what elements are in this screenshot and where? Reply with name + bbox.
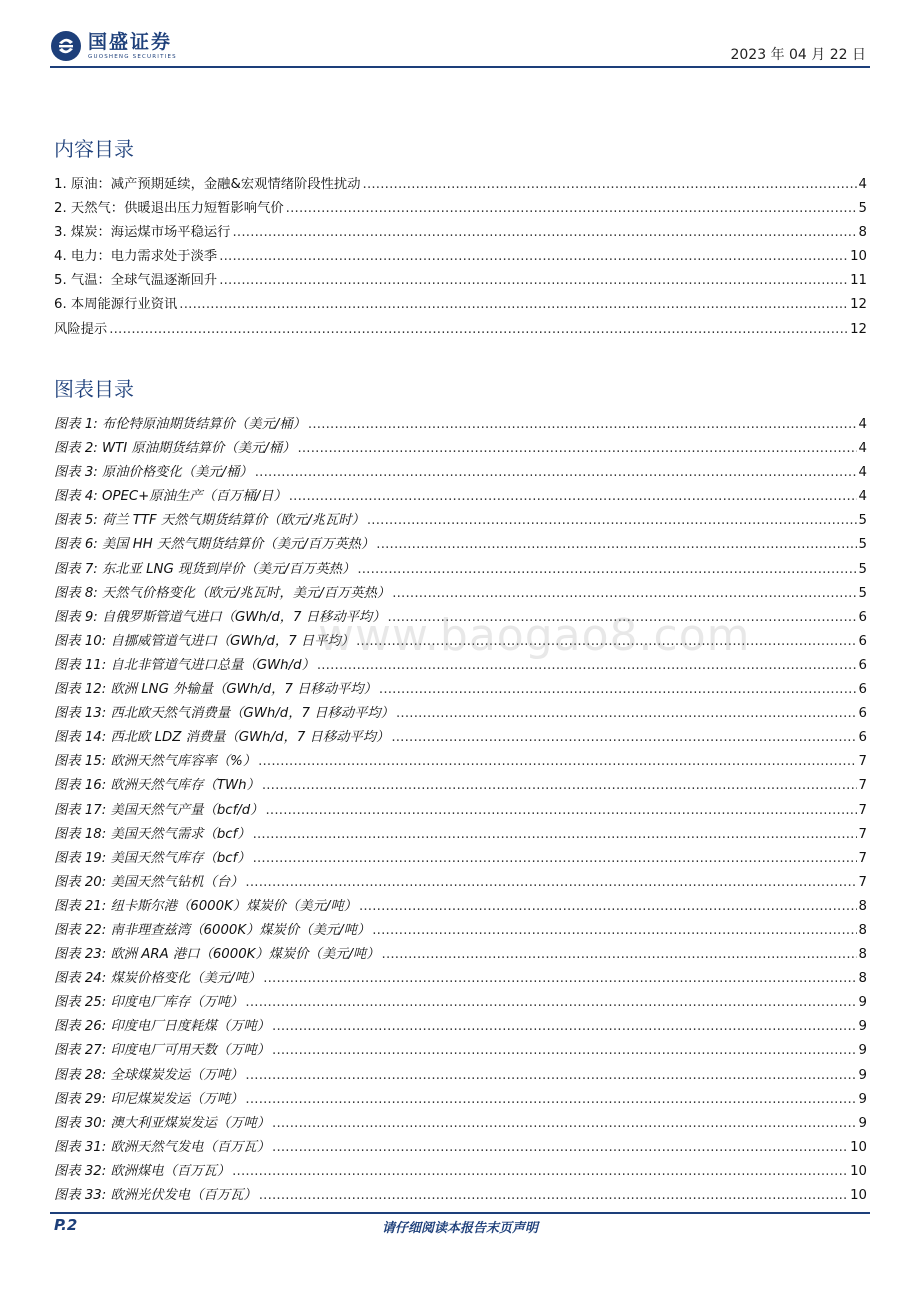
toc-entry-label[interactable]: 图表 20: 美国天然气钻机（台） xyxy=(54,874,244,890)
toc-entry[interactable] xyxy=(54,702,867,726)
toc-leader-dots xyxy=(262,778,857,793)
toc-leader-dots xyxy=(289,489,857,504)
toc-entry-page[interactable]: 7 xyxy=(858,826,867,842)
toc-leader-dots xyxy=(253,827,857,842)
toc-leader-dots xyxy=(272,1140,848,1155)
toc-entry-page[interactable]: 6 xyxy=(858,609,867,625)
toc-entry[interactable] xyxy=(54,461,867,485)
toc-leader-dots xyxy=(376,537,856,552)
toc-leader-dots xyxy=(245,995,856,1010)
toc-leader-dots xyxy=(379,682,857,697)
toc-leader-dots xyxy=(179,297,848,312)
brand-name-en: GUOSHENG SECURITIES xyxy=(88,54,177,60)
toc-entry[interactable] xyxy=(54,245,867,269)
toc-leader-dots xyxy=(388,610,857,625)
toc-entry[interactable] xyxy=(54,221,867,245)
page-header xyxy=(50,26,870,70)
toc-entry[interactable] xyxy=(54,293,867,317)
toc-entry-page[interactable]: 6 xyxy=(858,706,867,722)
toc-entry[interactable] xyxy=(54,943,867,967)
toc-entry-page[interactable]: 5 xyxy=(858,513,867,529)
toc-leader-dots xyxy=(392,586,856,601)
toc-entry-page[interactable]: 6 xyxy=(858,682,867,698)
toc-entry-label[interactable]: 图表 7: 东北亚 LNG 现货到岸价（美元/百万英热） xyxy=(54,561,356,577)
toc-entry-page[interactable]: 7 xyxy=(858,874,867,890)
toc-entry-label[interactable]: 图表 22: 南非理查兹湾（6000K）煤炭价（美元/吨） xyxy=(54,922,371,938)
toc-entry-page[interactable]: 11 xyxy=(850,273,867,289)
toc-entry-page[interactable]: 8 xyxy=(858,922,867,938)
toc-entry-label[interactable]: 图表 1: 布伦特原油期货结算价（美元/桶） xyxy=(54,417,306,432)
toc-entry-page[interactable]: 9 xyxy=(858,1019,867,1035)
toc-entry-page[interactable]: 4 xyxy=(858,417,867,432)
toc-leader-dots xyxy=(232,1164,848,1179)
toc-entry-label[interactable]: 图表 18: 美国天然气需求（bcf） xyxy=(54,826,251,842)
toc-leader-dots xyxy=(363,177,857,192)
figures-list xyxy=(54,413,867,1208)
toc-entry[interactable] xyxy=(54,173,867,197)
toc-entry-label[interactable]: 图表 13: 西北欧天然气消费量（GWh/d，7 日移动平均） xyxy=(54,706,394,722)
toc-entry-page[interactable]: 5 xyxy=(858,585,867,601)
toc-entry-label[interactable]: 图表 29: 印尼煤炭发运（万吨） xyxy=(54,1091,244,1107)
toc-entry[interactable] xyxy=(54,678,867,702)
toc-leader-dots xyxy=(272,1043,857,1058)
toc-entry-page[interactable]: 8 xyxy=(858,898,867,914)
toc-leader-dots xyxy=(259,1188,848,1203)
toc-entry-label[interactable]: 图表 5: 荷兰 TTF 天然气期货结算价（欧元/兆瓦时） xyxy=(54,513,365,529)
toc-entry-page[interactable]: 4 xyxy=(858,177,867,192)
toc-entry-label[interactable]: 图表 33: 欧洲光伏发电（百万瓦） xyxy=(54,1188,257,1203)
toc-leader-dots xyxy=(265,803,856,818)
toc-entry[interactable] xyxy=(54,654,867,678)
toc-entry[interactable] xyxy=(54,1184,867,1208)
toc-entry[interactable] xyxy=(54,895,867,919)
toc-entry-label[interactable]: 图表 10: 自挪威管道气进口（GWh/d，7 日平均） xyxy=(54,633,355,649)
toc-entry-label[interactable]: 图表 17: 美国天然气产量（bcf/d） xyxy=(54,802,264,818)
toc-entry-label[interactable]: 5. 气温：全球气温逐渐回升 xyxy=(54,273,218,289)
toc-entry-page[interactable]: 5 xyxy=(858,201,867,217)
toc-entry-page[interactable]: 4 xyxy=(858,441,867,457)
toc-leader-dots xyxy=(382,947,857,962)
toc-leader-dots xyxy=(372,923,856,938)
toc-entry-page[interactable]: 4 xyxy=(858,465,867,481)
watermark: www.baogao8.com xyxy=(318,610,751,661)
page-number: P.2 xyxy=(54,1216,78,1234)
toc-entry[interactable] xyxy=(54,750,867,774)
toc-entry[interactable] xyxy=(54,774,867,798)
toc-entry-label[interactable]: 图表 9: 自俄罗斯管道气进口（GWh/d，7 日移动平均） xyxy=(54,609,386,625)
toc-entry-page[interactable]: 9 xyxy=(858,995,867,1011)
toc-entry[interactable] xyxy=(54,437,867,461)
toc-entry[interactable] xyxy=(54,533,867,557)
toc-entry-label[interactable]: 图表 11: 自北非管道气进口总量（GWh/d） xyxy=(54,657,315,673)
brand-name: 国盛证券 xyxy=(88,31,173,53)
toc-entry[interactable] xyxy=(54,1039,867,1063)
toc-leader-dots xyxy=(317,658,857,673)
toc-entry-page[interactable]: 10 xyxy=(850,249,867,265)
toc-entry-label[interactable]: 图表 32: 欧洲煤电（百万瓦） xyxy=(54,1163,231,1179)
toc-entry-label[interactable]: 图表 15: 欧洲天然气库容率（%） xyxy=(54,754,257,770)
toc-entry-label[interactable]: 图表 14: 西北欧 LDZ 消费量（GWh/d，7 日移动平均） xyxy=(54,730,390,746)
toc-leader-dots xyxy=(245,1092,856,1107)
toc-entry-label[interactable]: 图表 12: 欧洲 LNG 外输量（GWh/d，7 日移动平均） xyxy=(54,682,377,698)
toc-entry[interactable] xyxy=(54,799,867,823)
toc-leader-dots xyxy=(272,1019,857,1034)
toc-entry-page[interactable]: 9 xyxy=(858,1115,867,1131)
contents-title: 内容目录 xyxy=(54,137,134,161)
toc-leader-dots xyxy=(219,273,848,288)
toc-entry[interactable] xyxy=(54,1160,867,1184)
toc-entry-page[interactable]: 10 xyxy=(850,1188,867,1203)
toc-entry-label[interactable]: 图表 6: 美国 HH 天然气期货结算价（美元/百万英热） xyxy=(54,537,375,553)
toc-entry-page[interactable]: 5 xyxy=(858,561,867,577)
toc-leader-dots xyxy=(391,730,856,745)
toc-entry-page[interactable]: 4 xyxy=(858,489,867,505)
toc-entry-label[interactable]: 图表 30: 澳大利亚煤炭发运（万吨） xyxy=(54,1115,271,1131)
toc-leader-dots xyxy=(297,441,856,456)
toc-entry-label[interactable]: 图表 23: 欧洲 ARA 港口（6000K）煤炭价（美元/吨） xyxy=(54,947,380,963)
toc-leader-dots xyxy=(286,201,857,216)
header-divider xyxy=(50,66,870,68)
toc-leader-dots xyxy=(272,1116,857,1131)
toc-leader-dots xyxy=(356,634,856,649)
toc-entry[interactable] xyxy=(54,318,867,342)
toc-entry-label[interactable]: 图表 3: 原油价格变化（美元/桶） xyxy=(54,465,253,481)
toc-entry[interactable] xyxy=(54,1136,867,1160)
toc-entry[interactable] xyxy=(54,1064,867,1088)
toc-leader-dots xyxy=(396,706,857,721)
toc-entry[interactable] xyxy=(54,871,867,895)
contents-list xyxy=(54,173,867,342)
toc-entry-page[interactable]: 7 xyxy=(858,850,867,866)
toc-entry[interactable] xyxy=(54,1015,867,1039)
toc-entry[interactable] xyxy=(54,485,867,509)
toc-entry-label[interactable]: 图表 25: 印度电厂库存（万吨） xyxy=(54,995,244,1011)
toc-leader-dots xyxy=(258,754,856,769)
toc-entry-label[interactable]: 图表 21: 纽卡斯尔港（6000K）煤炭价（美元/吨） xyxy=(54,898,357,914)
toc-entry[interactable] xyxy=(54,582,867,606)
toc-entry-page[interactable]: 8 xyxy=(858,971,867,987)
toc-leader-dots xyxy=(219,249,848,264)
toc-entry-label[interactable]: 图表 26: 印度电厂日度耗煤（万吨） xyxy=(54,1019,271,1035)
toc-entry-label[interactable]: 4. 电力：电力需求处于淡季 xyxy=(54,249,218,265)
toc-entry-page[interactable]: 9 xyxy=(858,1091,867,1107)
toc-entry-label[interactable]: 1. 原油：减产预期延续，金融&宏观情绪阶段性扰动 xyxy=(54,177,361,192)
toc-entry-page[interactable]: 6 xyxy=(858,657,867,673)
toc-entry-page[interactable]: 12 xyxy=(850,297,867,313)
toc-entry[interactable] xyxy=(54,606,867,630)
figures-title: 图表目录 xyxy=(54,377,134,401)
toc-entry-page[interactable]: 12 xyxy=(850,321,867,337)
toc-entry-label[interactable]: 3. 煤炭：海运煤市场平稳运行 xyxy=(54,225,231,241)
toc-entry[interactable] xyxy=(54,1112,867,1136)
toc-entry-label[interactable]: 图表 8: 天然气价格变化（欧元/兆瓦时，美元/百万英热） xyxy=(54,585,391,601)
report-date: 2023 年 04 月 22 日 xyxy=(730,47,866,63)
toc-entry-label[interactable]: 图表 24: 煤炭价格变化（美元/吨） xyxy=(54,971,262,987)
toc-leader-dots xyxy=(255,465,857,480)
toc-leader-dots xyxy=(308,417,857,432)
toc-entry[interactable] xyxy=(54,823,867,847)
toc-entry[interactable] xyxy=(54,197,867,221)
toc-leader-dots xyxy=(263,971,856,986)
toc-leader-dots xyxy=(359,899,857,914)
toc-entry-page[interactable]: 10 xyxy=(850,1163,867,1179)
toc-entry-page[interactable]: 9 xyxy=(858,1043,867,1059)
toc-entry[interactable] xyxy=(54,991,867,1015)
toc-entry-page[interactable]: 6 xyxy=(858,730,867,746)
toc-entry-page[interactable]: 9 xyxy=(858,1067,867,1083)
toc-leader-dots xyxy=(232,225,856,240)
footer-divider xyxy=(50,1212,870,1214)
toc-entry-page[interactable]: 8 xyxy=(858,225,867,241)
toc-leader-dots xyxy=(253,851,857,866)
toc-entry-label[interactable]: 图表 4: OPEC+原油生产（百万桶/日） xyxy=(54,489,287,505)
toc-entry-label[interactable]: 2. 天然气：供暖退出压力短暂影响气价 xyxy=(54,201,284,217)
guosheng-logo-icon xyxy=(50,30,82,62)
brand-logo xyxy=(50,26,177,66)
toc-entry-label[interactable]: 6. 本周能源行业资讯 xyxy=(54,297,178,313)
toc-entry[interactable] xyxy=(54,726,867,750)
toc-leader-dots xyxy=(245,1068,856,1083)
toc-leader-dots xyxy=(245,875,856,890)
toc-entry-page[interactable]: 7 xyxy=(858,802,867,818)
disclaimer-note: 请仔细阅读本报告末页声明 xyxy=(381,1221,538,1236)
toc-entry-page[interactable]: 7 xyxy=(858,754,867,770)
toc-entry[interactable] xyxy=(54,630,867,654)
toc-entry[interactable] xyxy=(54,269,867,293)
toc-entry-page[interactable]: 5 xyxy=(858,537,867,553)
toc-entry-label[interactable]: 图表 28: 全球煤炭发运（万吨） xyxy=(54,1067,244,1083)
toc-entry-page[interactable]: 6 xyxy=(858,633,867,649)
toc-entry[interactable] xyxy=(54,1088,867,1112)
toc-entry-label[interactable]: 图表 31: 欧洲天然气发电（百万瓦） xyxy=(54,1139,271,1155)
toc-entry-label[interactable]: 图表 19: 美国天然气库存（bcf） xyxy=(54,850,251,866)
toc-entry-label[interactable]: 图表 16: 欧洲天然气库存（TWh） xyxy=(54,778,260,794)
toc-entry-label[interactable]: 图表 2: WTI 原油期货结算价（美元/桶） xyxy=(54,441,296,457)
toc-entry[interactable] xyxy=(54,847,867,871)
toc-entry-page[interactable]: 10 xyxy=(850,1139,867,1155)
toc-entry[interactable] xyxy=(54,558,867,582)
toc-entry-page[interactable]: 7 xyxy=(858,778,867,794)
toc-entry[interactable] xyxy=(54,919,867,943)
toc-entry[interactable] xyxy=(54,967,867,991)
toc-leader-dots xyxy=(357,562,856,577)
toc-entry[interactable] xyxy=(54,509,867,533)
toc-leader-dots xyxy=(367,513,857,528)
toc-entry[interactable] xyxy=(54,413,867,437)
toc-entry-page[interactable]: 8 xyxy=(858,947,867,963)
toc-leader-dots xyxy=(109,322,848,337)
toc-entry-label[interactable]: 风险提示 xyxy=(54,321,108,337)
toc-entry-label[interactable]: 图表 27: 印度电厂可用天数（万吨） xyxy=(54,1043,271,1059)
